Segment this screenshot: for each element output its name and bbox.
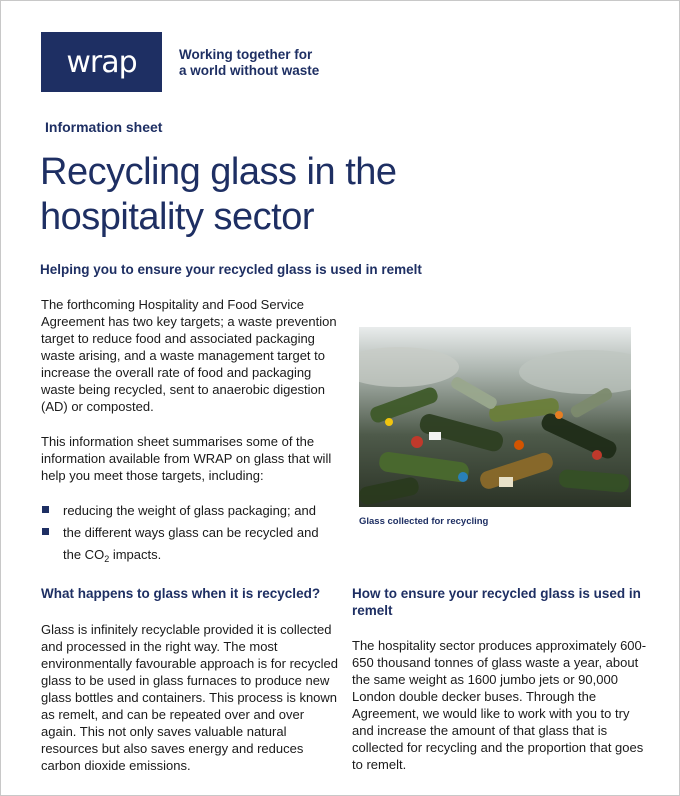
- tagline-line-2: a world without waste: [179, 63, 320, 78]
- tagline: [179, 47, 319, 79]
- intro-paragraph-1: The forthcoming Hospitality and Food Service Agreement has two key targets; a waste prevention target to reduce food and associated packaging waste arising, and a waste management target to increase the overall rate of food and packaging waste being recycled, sent to anaerobic digestion (AD) or composted.: [41, 297, 337, 414]
- page-subtitle: Helping you to ensure your recycled glass is used in remelt: [40, 262, 422, 277]
- logo-text: wrap: [66, 44, 137, 80]
- tagline-line-1: Working together for: [179, 47, 313, 62]
- list-item: [41, 524, 341, 541]
- intro-section: [41, 296, 341, 573]
- bullet-text: impacts.: [109, 547, 162, 562]
- bullet-text: the different ways glass can be recycled and: [63, 525, 319, 540]
- intro-paragraph-2: This information sheet summarises some of the information available from WRAP on glass that will help you meet those targets, including:: [41, 434, 332, 483]
- bullet-list: [41, 502, 341, 568]
- bullet-text: reducing the weight of glass packaging; and: [63, 503, 316, 518]
- list-item-continuation: [41, 546, 341, 568]
- title-line-2: hospitality sector: [40, 196, 315, 238]
- section-heading-recycling: What happens to glass when it is recycled?: [41, 586, 321, 601]
- bullet-text: the CO: [63, 547, 105, 562]
- remelt-paragraph: The hospitality sector produces approximately 600-650 thousand tonnes of glass waste a year, about the same weight as 1600 jumbo jets or 90,000 London double decker buses. Through the Agreement, we would like to work with you to try and increase the amount of that glass that is collected for recycling and the proportion that goes to remelt.: [352, 638, 647, 772]
- document-type-label: Information sheet: [45, 119, 163, 135]
- wrap-logo: [41, 32, 162, 92]
- title-line-1: Recycling glass in the: [40, 151, 397, 193]
- list-item: [41, 502, 341, 519]
- photo-caption: Glass collected for recycling: [359, 516, 489, 527]
- section-heading-remelt: How to ensure your recycled glass is used in remelt: [352, 586, 641, 618]
- recycling-paragraph: Glass is infinitely recyclable provided it is collected and processed in the right way. The most environmentally favourable approach is for recycled glass to be used in glass furnaces to produce new glass bottles and containers. This process is known as remelt, and can be repeated over and over again. This not only saves valuable natural resources but also saves energy and reduces carbon dioxide emissions.: [41, 622, 338, 773]
- glass-recycling-photo: [359, 327, 631, 507]
- bullet-square-icon: [42, 506, 49, 513]
- subscript-text: 2: [104, 554, 110, 564]
- page-title: [40, 150, 397, 240]
- bullet-square-icon: [42, 528, 49, 535]
